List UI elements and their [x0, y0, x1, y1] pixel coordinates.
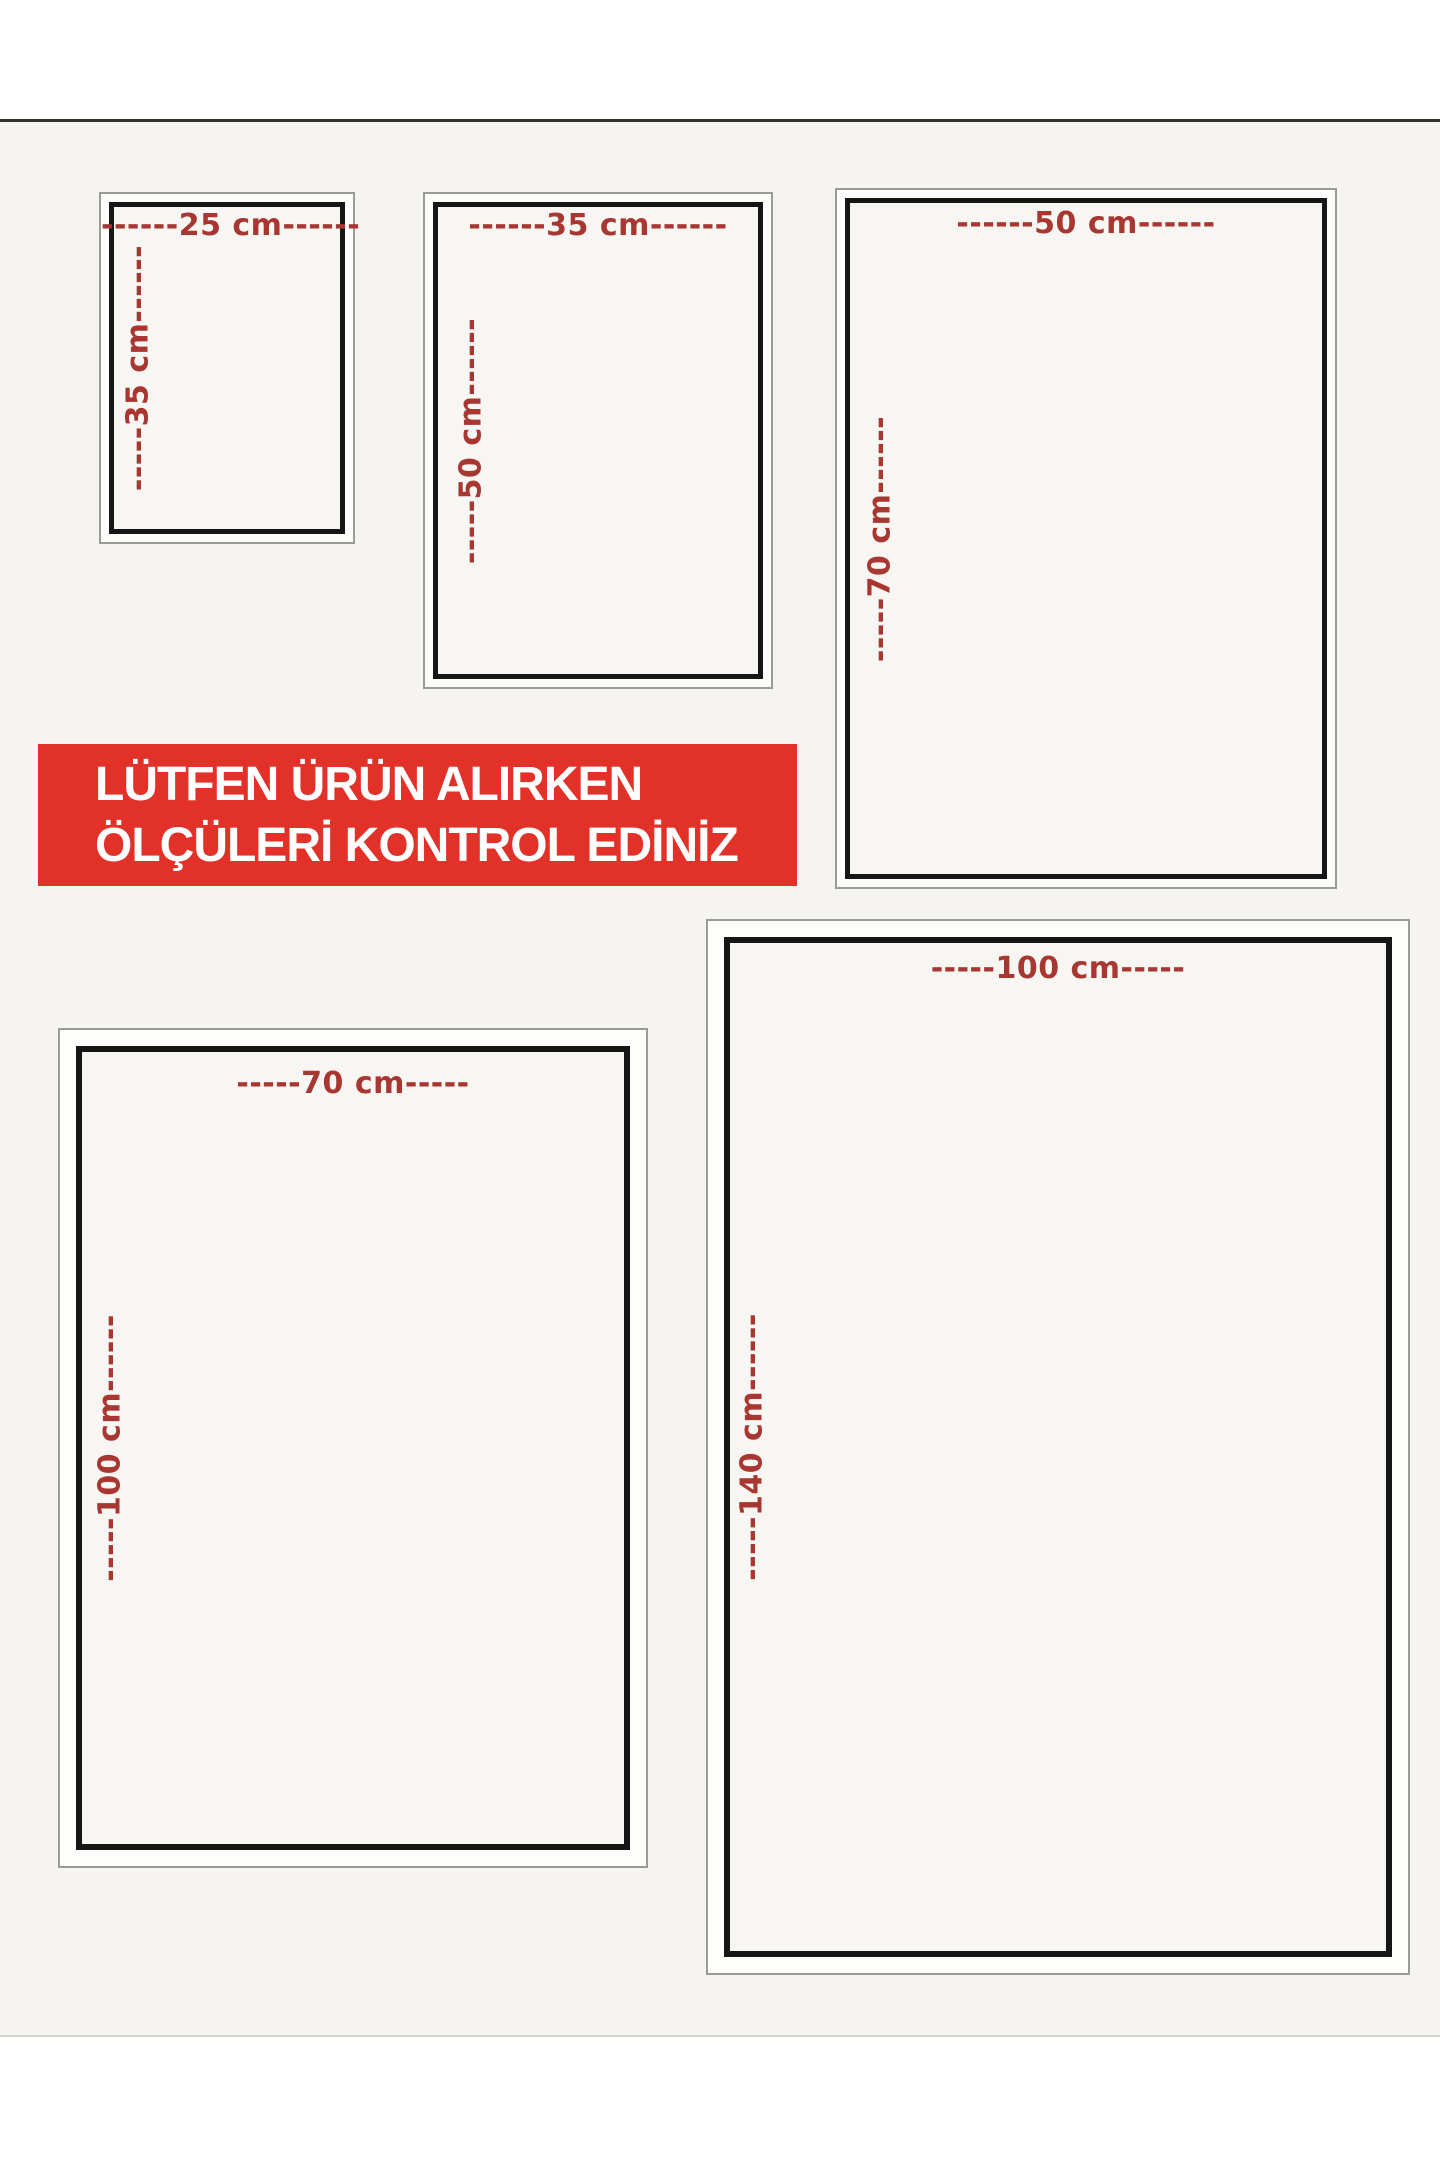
width-dimension-label: -----70 cm----- — [236, 1066, 470, 1101]
height-dimension-label: -----100 cm------ — [92, 1314, 128, 1582]
width-dimension-label: ------25 cm------ — [101, 208, 361, 243]
size-card-70x100 — [58, 1028, 648, 1868]
height-dimension-label: -----35 cm------ — [120, 244, 156, 492]
width-dimension-label: ------50 cm------ — [956, 206, 1216, 241]
size-frame-100x140 — [724, 937, 1392, 1957]
size-card-100x140 — [706, 919, 1410, 1975]
notice-banner-line-1: LÜTFEN ÜRÜN ALIRKEN — [95, 758, 643, 811]
size-card-50x70 — [835, 188, 1337, 889]
size-card-25x35 — [99, 192, 361, 544]
width-dimension-label: -----100 cm----- — [930, 951, 1186, 986]
width-dimension-label: ------35 cm------ — [468, 208, 728, 243]
height-dimension-label: -----50 cm------ — [453, 317, 489, 564]
size-card-35x50 — [423, 192, 773, 689]
size-frame-50x70 — [845, 198, 1327, 879]
notice-banner-line-2: ÖLÇÜLERİ KONTROL EDİNİZ — [95, 819, 738, 872]
height-dimension-label: -----70 cm------ — [862, 415, 898, 662]
notice-banner — [38, 744, 797, 886]
height-dimension-label: -----140 cm------ — [734, 1313, 770, 1581]
size-frame-70x100 — [76, 1046, 630, 1850]
